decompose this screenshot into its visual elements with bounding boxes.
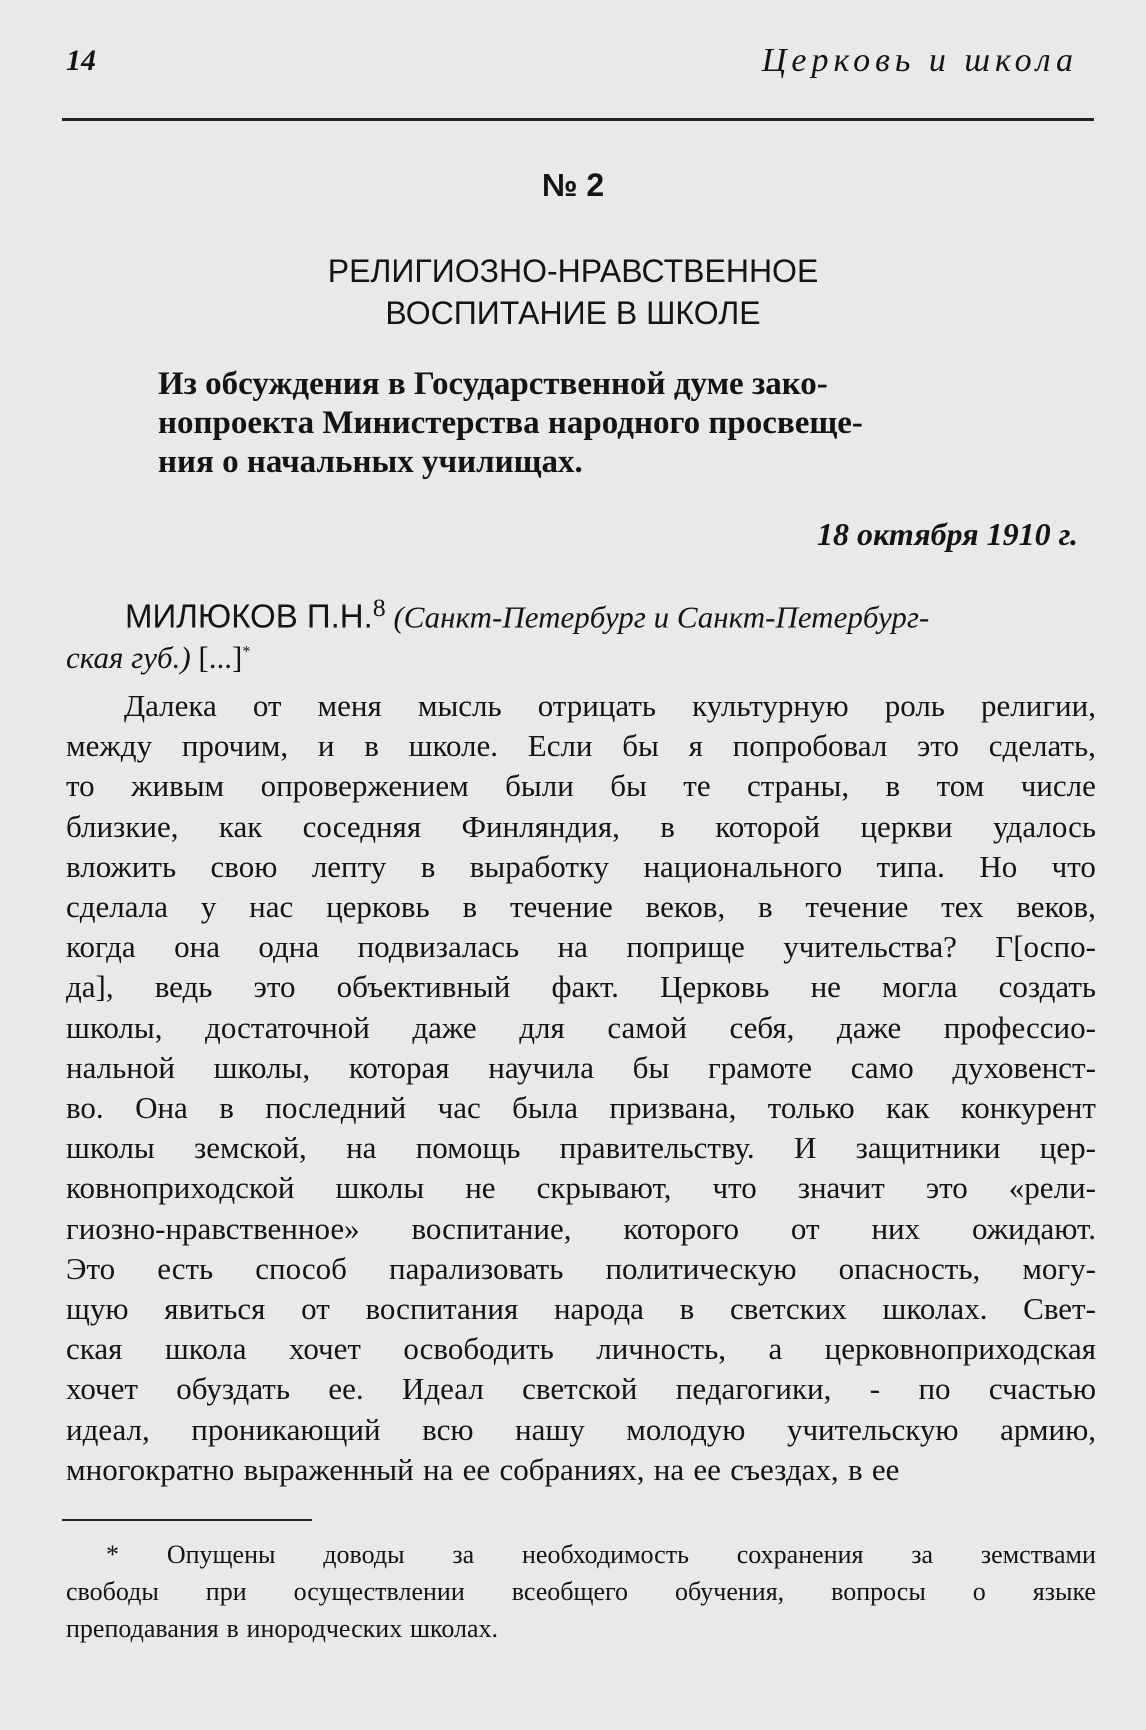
word: духовенст- (952, 1049, 1096, 1085)
text-line (66, 1128, 1096, 1168)
word: преподавания (66, 1614, 219, 1643)
word: Это (66, 1250, 116, 1286)
word: живым (131, 768, 225, 804)
word: соседняя (302, 808, 422, 844)
word: могу- (1022, 1250, 1096, 1286)
word: педагогики, (675, 1371, 832, 1407)
word: в (219, 1090, 234, 1126)
word: роль (884, 688, 945, 723)
subtitle-line: Из обсуждения в Государственной думе зако- (158, 366, 828, 402)
word: Но (979, 848, 1018, 884)
word: бы (610, 768, 647, 804)
word: молодую (626, 1411, 746, 1447)
speaker-region: (Санкт-Петербург и Санкт-Петербург- (393, 599, 930, 635)
subtitle-line: нопроекта Министерства народного просвеще- (158, 405, 863, 441)
word: меня (317, 688, 382, 723)
word: последний (265, 1090, 407, 1126)
word: была (512, 1090, 578, 1126)
word: церковноприходская (824, 1331, 1096, 1367)
word: самой (607, 1009, 687, 1045)
word: на (346, 1130, 377, 1166)
word: собраниях, (499, 1451, 645, 1487)
word: удалось (993, 808, 1096, 844)
word: хочет (289, 1331, 361, 1367)
word: и (317, 728, 335, 764)
word: доводы (323, 1540, 405, 1569)
word: необходимость (521, 1540, 689, 1569)
word: парализовать (388, 1250, 564, 1286)
word: объективный (336, 969, 511, 1005)
running-title: Церковь и школа (761, 42, 1078, 79)
footnote-marker: * (242, 643, 251, 661)
speech-text (66, 686, 1096, 1490)
word: факт. (551, 969, 619, 1005)
word: освободить (403, 1331, 554, 1367)
text-line (66, 1410, 1096, 1450)
word: идеал, (66, 1411, 150, 1447)
speaker-name: МИЛЮКОВ П.Н. (125, 597, 373, 635)
word: одна (258, 929, 320, 965)
word: опровержением (260, 768, 469, 804)
word: конкурент (960, 1090, 1096, 1126)
word: между (66, 728, 153, 764)
word: счастью (988, 1371, 1096, 1407)
word: в (364, 728, 379, 764)
word: в (660, 808, 675, 844)
word: школы (335, 1170, 425, 1206)
word: даже (412, 1009, 477, 1045)
text-line (66, 1329, 1096, 1369)
word: тех (941, 889, 984, 925)
word: осуществлении (293, 1577, 465, 1606)
text-line (66, 1450, 1096, 1490)
word: она (174, 929, 220, 965)
word: во. (66, 1090, 104, 1126)
text-line (66, 927, 1096, 967)
word: многократно (66, 1451, 235, 1487)
word: на (423, 1451, 454, 1487)
word: языке (1032, 1577, 1096, 1606)
word: земствами (980, 1540, 1096, 1569)
document-date: 18 октября 1910 г. (817, 516, 1078, 552)
word: нас (249, 889, 294, 925)
word: * (106, 1540, 119, 1569)
speaker-heading-continued (66, 640, 250, 676)
word: ее (693, 1451, 721, 1487)
word: да], (66, 969, 114, 1005)
word: ее (871, 1451, 900, 1487)
omission-mark: [...] (198, 640, 243, 675)
text-line (66, 1536, 1096, 1573)
word: земской, (194, 1130, 307, 1166)
word: всю (422, 1411, 474, 1447)
word: проникающий (191, 1411, 381, 1447)
word: себя, (729, 1009, 795, 1045)
speaker-heading (125, 593, 929, 635)
word: армию, (1000, 1411, 1096, 1447)
word: в (226, 1614, 239, 1643)
word: Она (135, 1090, 188, 1126)
document-title (0, 250, 1146, 334)
text-line (66, 1610, 1096, 1647)
word: воспитания (365, 1291, 519, 1327)
word: числе (1020, 768, 1096, 804)
word: школа (164, 1331, 247, 1367)
word: лепту (311, 848, 387, 884)
text-line (66, 1008, 1096, 1048)
word: ведь (154, 969, 213, 1005)
word: светских (730, 1291, 847, 1327)
title-line: РЕЛИГИОЗНО-НРАВСТВЕННОЕ (327, 253, 819, 289)
word: у (200, 889, 217, 925)
word: гиозно-нравственное» (66, 1210, 360, 1246)
word: съездах, (730, 1451, 839, 1487)
word: ская (66, 1331, 123, 1367)
word: подвизалась (357, 929, 520, 965)
word: ожидают. (972, 1210, 1096, 1246)
word: церкви (860, 808, 953, 844)
word: страны, (747, 768, 850, 804)
word: в (679, 1291, 695, 1327)
word: это (253, 969, 296, 1005)
word: которой (715, 808, 821, 844)
word: нашу (514, 1411, 585, 1447)
word: могла (882, 969, 958, 1005)
word: свою (210, 848, 278, 884)
word: сохранения (736, 1540, 864, 1569)
word: Если (527, 728, 593, 764)
word: течение (509, 889, 613, 925)
word: грамоте (707, 1049, 812, 1085)
word: сделала (66, 889, 169, 925)
speaker-note-ref: 8 (372, 593, 386, 622)
word: выраженный (243, 1451, 414, 1487)
word: Опущены (166, 1540, 276, 1569)
header-rule (62, 118, 1094, 121)
word: школе. (408, 728, 499, 764)
word: веков, (645, 889, 726, 925)
word: Церковь (660, 969, 770, 1005)
word: при (205, 1577, 247, 1606)
word: призвана, (609, 1090, 737, 1126)
word: Г[оспо- (995, 929, 1096, 965)
subtitle-line: ния о начальных училищах. (158, 444, 583, 480)
word: Свет- (1023, 1291, 1096, 1327)
word: них (871, 1210, 921, 1246)
word: на (557, 929, 588, 965)
word: школы, (213, 1049, 311, 1085)
document-number: № 2 (541, 167, 605, 203)
word: том (936, 768, 985, 804)
word: культурную (692, 688, 849, 723)
word: помощь (415, 1130, 521, 1166)
word: способ (255, 1250, 347, 1286)
text-line (66, 1369, 1096, 1409)
text-line (66, 1088, 1096, 1128)
word: научила (488, 1049, 594, 1085)
text-line (66, 967, 1096, 1007)
word: явиться (164, 1291, 266, 1327)
word: в (462, 889, 478, 925)
word: только (767, 1090, 855, 1126)
word: личность, (596, 1331, 726, 1367)
word: воспитание, (411, 1210, 572, 1246)
word: в (420, 848, 436, 884)
word: от (790, 1210, 820, 1246)
word: школах. (882, 1291, 988, 1327)
word: то (66, 768, 95, 804)
word: течение (805, 889, 909, 925)
word: а (768, 1331, 783, 1367)
word: свободы (66, 1577, 159, 1606)
word: были (505, 768, 574, 804)
word: ее (462, 1451, 491, 1487)
word: достаточной (205, 1009, 370, 1045)
word: которого (623, 1210, 740, 1246)
text-line (66, 807, 1096, 847)
word: не (465, 1170, 496, 1206)
word: сделать, (988, 728, 1096, 764)
word: это (917, 728, 959, 764)
document-subtitle (158, 365, 998, 482)
word: в (885, 768, 901, 804)
word: типа. (876, 848, 945, 884)
word: не (810, 969, 841, 1005)
word: в (758, 889, 773, 925)
word: национального (643, 848, 843, 884)
word: само (850, 1049, 914, 1085)
word: защитники (855, 1130, 1001, 1166)
word: школы, (66, 1009, 163, 1045)
footnote-rule (62, 1519, 312, 1521)
word: И (793, 1130, 817, 1166)
word: которая (348, 1049, 450, 1085)
text-line (66, 1048, 1096, 1088)
word: от (301, 1291, 330, 1327)
word: час (437, 1090, 481, 1126)
word: я (688, 728, 703, 764)
word: что (1051, 848, 1096, 884)
word: обуздать (176, 1371, 290, 1407)
word: вопросы (831, 1577, 926, 1606)
text-line (66, 1249, 1096, 1289)
word: даже (836, 1009, 902, 1045)
word: за (911, 1540, 934, 1569)
word: бы (632, 1049, 670, 1085)
word: школах. (410, 1614, 499, 1643)
word: за (452, 1540, 475, 1569)
word: скрывают, (536, 1170, 672, 1206)
word: Идеал (401, 1371, 484, 1407)
text-line (66, 1168, 1096, 1208)
word: есть (157, 1250, 214, 1286)
word: бы (622, 728, 659, 764)
text-line (66, 766, 1096, 806)
word: инородческих (246, 1614, 403, 1643)
word: щую (66, 1291, 129, 1327)
text-line (66, 1573, 1096, 1610)
word: светской (522, 1371, 638, 1407)
word: о (972, 1577, 986, 1606)
word: религии, (981, 688, 1096, 723)
word: - (869, 1371, 881, 1407)
text-line (66, 1209, 1096, 1249)
page-number: 14 (66, 44, 96, 77)
word: те (683, 768, 711, 804)
word: Далека (124, 688, 217, 723)
word: школы (66, 1130, 155, 1166)
text-line (66, 847, 1096, 887)
word: это (925, 1170, 968, 1206)
word: веков, (1016, 889, 1096, 925)
word: по (918, 1371, 951, 1407)
word: значит (797, 1170, 885, 1206)
word: отрицать (537, 688, 657, 723)
word: «рели- (1008, 1170, 1096, 1206)
word: обучения, (675, 1577, 785, 1606)
word: цер- (1039, 1130, 1096, 1166)
word: мысль (417, 688, 502, 723)
word: что (712, 1170, 757, 1206)
text-line (66, 726, 1096, 766)
word: в (847, 1451, 863, 1487)
word: от (252, 688, 282, 723)
word: прочим, (181, 728, 289, 764)
word: попробовал (732, 728, 888, 764)
word: всеобщего (511, 1577, 629, 1606)
word: нальной (66, 1049, 175, 1085)
word: учительства? (783, 929, 957, 965)
word: на (653, 1451, 685, 1487)
word: Финляндия, (461, 808, 620, 844)
word: выработку (469, 848, 610, 884)
word: ковноприходской (66, 1170, 295, 1206)
word: ее. (328, 1371, 364, 1407)
text-line (66, 1289, 1096, 1329)
word: политическую (605, 1250, 797, 1286)
word: поприще (626, 929, 745, 965)
footnote (66, 1536, 1096, 1647)
word: церковь (326, 889, 430, 925)
word: вложить (66, 848, 177, 884)
word: когда (66, 929, 136, 965)
word: для (519, 1009, 565, 1045)
word: как (885, 1090, 930, 1126)
word: хочет (66, 1371, 138, 1407)
word: учительскую (786, 1411, 959, 1447)
speaker-region-end: ская губ.) (66, 640, 191, 675)
word: народа (553, 1291, 644, 1327)
word: создать (998, 969, 1096, 1005)
word: опасность, (838, 1250, 981, 1286)
word: как (218, 808, 263, 844)
title-line: ВОСПИТАНИЕ В ШКОЛЕ (385, 295, 761, 331)
text-line (66, 686, 1096, 726)
word: близкие, (66, 808, 179, 844)
word: правительству. (559, 1130, 755, 1166)
text-line (66, 887, 1096, 927)
word: профессио- (943, 1009, 1096, 1045)
